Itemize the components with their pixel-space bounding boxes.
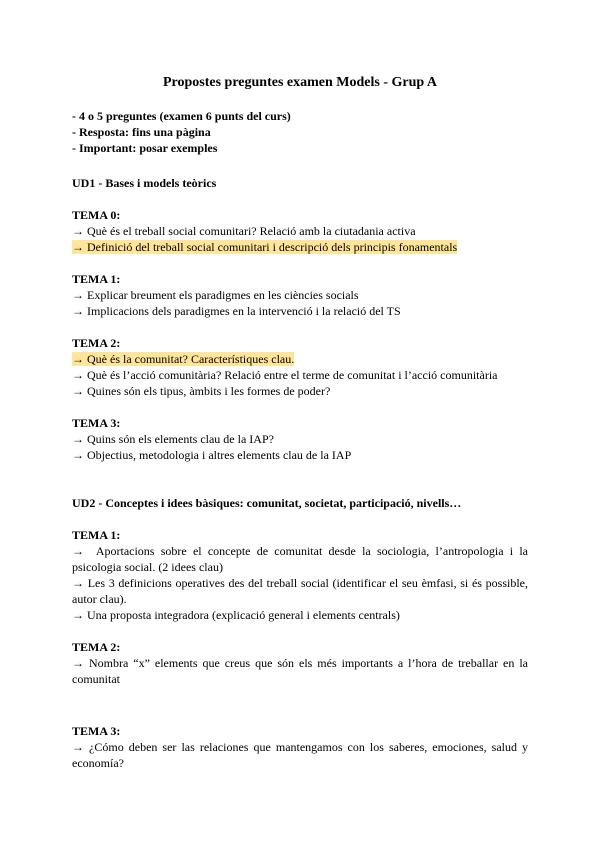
list-item: → Què és el treball social comunitari? Relació amb la ciutadania activa xyxy=(72,224,416,238)
ud1-tema2-heading: TEMA 2: xyxy=(72,336,121,350)
list-item: → ¿Cómo deben ser las relaciones que mantengamos con los saberes, emociones, salud y economía? xyxy=(72,740,529,770)
ud2-tema3-section xyxy=(72,723,528,771)
list-item: → Objectius, metodologia i altres elements clau de la IAP xyxy=(72,448,352,462)
ud2-tema3-heading: TEMA 3: xyxy=(72,724,121,738)
arrow-icon: → xyxy=(72,544,84,558)
arrow-icon: → xyxy=(72,432,84,446)
arrow-icon: → xyxy=(72,304,84,318)
arrow-icon: → xyxy=(72,608,84,622)
list-item: → Les 3 definicions operatives des del treball social (identificar el seu èmfasi, si és possible, autor clau). xyxy=(72,576,528,606)
ud1-tema3-heading: TEMA 3: xyxy=(72,416,121,430)
list-item: → Quins són els elements clau de la IAP? xyxy=(72,432,274,446)
arrow-icon: → xyxy=(72,656,84,670)
note-questions: - 4 o 5 preguntes (examen 6 punts del curs) xyxy=(72,109,291,123)
list-item: → Què és l’acció comunitària? Relació entre el terme de comunitat i l’acció comunitària xyxy=(72,368,498,382)
ud2-heading: UD2 - Conceptes i idees bàsiques: comunitat, societat, participació, nivells… xyxy=(72,496,462,510)
arrow-icon: → xyxy=(72,352,84,366)
arrow-icon: → xyxy=(72,740,84,754)
document-title: Propostes preguntes examen Models - Grup A xyxy=(162,75,438,90)
ud1-heading: UD1 - Bases i models teòrics xyxy=(72,176,217,190)
ud1-tema3-section xyxy=(72,415,528,463)
list-item: → Quines són els tipus, àmbits i les formes de poder? xyxy=(72,384,331,398)
list-item: → Definició del treball social comunitari i descripció dels principis fonamentals xyxy=(72,240,458,254)
ud1-tema2-section xyxy=(72,335,528,399)
list-item: → Nombra “x” elements que creus que són els més importants a l’hora de treballar en la comunitat xyxy=(72,656,528,686)
arrow-icon: → xyxy=(72,368,84,382)
ud2-tema1-heading: TEMA 1: xyxy=(72,528,121,542)
note-examples: - Important: posar exemples xyxy=(72,141,218,155)
arrow-icon: → xyxy=(72,224,84,238)
list-item: → Explicar breument els paradigmes en les ciències socials xyxy=(72,288,359,302)
arrow-icon: → xyxy=(72,240,84,254)
ud2-tema2-heading: TEMA 2: xyxy=(72,640,121,654)
ud2-tema2-section xyxy=(72,639,528,687)
list-item: → Una proposta integradora (explicació general i elements centrals) xyxy=(72,608,400,622)
list-item: → Què és la comunitat? Característiques clau. xyxy=(72,352,295,366)
ud1-tema0-section xyxy=(72,207,528,255)
ud2-tema1-section xyxy=(72,527,528,623)
list-item: → Implicacions dels paradigmes en la intervenció i la relació del TS xyxy=(72,304,401,318)
arrow-icon: → xyxy=(72,288,84,302)
ud1-tema0-heading: TEMA 0: xyxy=(72,208,121,222)
document-body xyxy=(72,108,528,771)
arrow-icon: → xyxy=(72,384,84,398)
arrow-icon: → xyxy=(72,576,84,590)
arrow-icon: → xyxy=(72,448,84,462)
exam-notes xyxy=(72,108,528,156)
note-answer-length: - Resposta: fins una pàgina xyxy=(72,125,211,139)
list-item: → Aportacions sobre el concepte de comunitat desde la sociologia, l’antropologia i la psicologia social. (2 idees clau) xyxy=(72,544,528,574)
ud1-tema1-heading: TEMA 1: xyxy=(72,272,121,286)
ud1-tema1-section xyxy=(72,271,528,319)
